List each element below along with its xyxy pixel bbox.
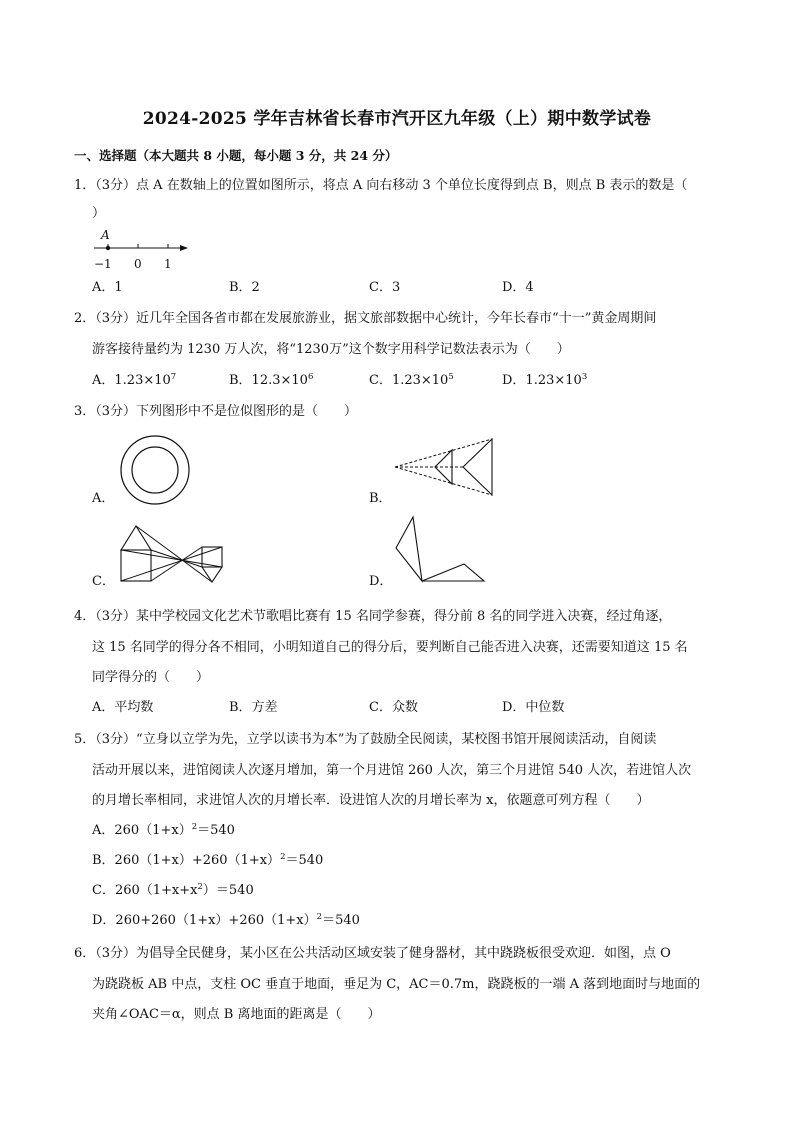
q5-stem-line3: 的月增长率相同，求进馆人次的月增长率．设进馆人次的月增长率为 x，依题意可列方程（ ）	[92, 793, 650, 808]
inner-circle	[132, 447, 178, 493]
outer-circle	[121, 436, 189, 504]
tick-label-0: 0	[134, 257, 142, 271]
number-line-figure	[88, 226, 198, 274]
q5-option-d[interactable]: D．$260+260(1+x)+260(1+x)^2=540$	[92, 912, 360, 928]
large-triangle	[463, 439, 492, 495]
q2-stem-line2: 游客接待量约为 1230 万人次，将“1230万”这个数字用科学记数法表示为（ ）	[92, 342, 570, 357]
q6-stem-line1: 6．（3分）为倡导全民健身，某小区在公共活动区域安装了健身器材，其中跷跷板很受欢迎．如图，点 O	[74, 946, 671, 961]
q1-option-d[interactable]: D．4	[502, 280, 534, 295]
q5-option-b[interactable]: B．$260(1+x)+260(1+x)^2=540$	[92, 852, 324, 868]
q5-stem-line1: 5．（3分）“立身以立学为先，立学以读书为本”为了鼓励全民阅读，某校图书馆开展阅读活动，自阅读	[74, 732, 657, 747]
q4-stem-line3: 同学得分的（ ）	[92, 670, 210, 685]
figure-similar-triangles	[390, 436, 500, 498]
q2-option-d[interactable]: D．$1.23\times 10^3$	[502, 372, 588, 388]
point-a-dot	[106, 246, 110, 250]
q5-option-c[interactable]: C．$260(1+x+x^2)=540$	[92, 882, 254, 898]
q4-option-b[interactable]: B．方差	[229, 700, 278, 715]
q4-option-a[interactable]: A．平均数	[92, 700, 154, 715]
q1-stem-line1: 1．（3分）点 A 在数轴上的位置如图所示，将点 A 向右移动 3 个单位长度得到点 B，则点 B 表示的数是（	[74, 178, 688, 193]
q4-stem-line1: 4．（3分）某中学校园文化艺术节歌唱比赛有 15 名同学参赛，得分前 8 名的同学进入决赛，经过角逐，	[74, 609, 672, 624]
q3-option-a[interactable]: A．	[92, 491, 115, 506]
q1-option-b[interactable]: B．2	[229, 280, 260, 295]
upper-triangle	[396, 517, 422, 581]
q3-option-b[interactable]: B．	[369, 491, 392, 506]
q1-stem-line2: ）	[92, 206, 106, 221]
q3-stem-line1: 3．（3分）下列图形中不是位似图形的是（ ）	[74, 404, 358, 419]
q1-option-a[interactable]: A．1	[92, 280, 123, 295]
page-title: 2024-2025 学年吉林省长春市汽开区九年级（上）期中数学试卷	[142, 109, 652, 129]
q3-option-d[interactable]: D．	[369, 574, 393, 589]
q3-option-c[interactable]: C．	[92, 574, 115, 589]
tick-label-1: 1	[164, 257, 172, 271]
q2-option-b[interactable]: B．$12.3\times 10^6$	[229, 372, 314, 388]
lower-triangle	[422, 564, 484, 581]
q1-option-c[interactable]: C．3	[369, 280, 401, 295]
q2-option-c[interactable]: C．$1.23\times 10^5$	[369, 372, 454, 388]
q6-stem-line3: 夹角∠OAC＝α，则点 B 离地面的距离是（ ）	[92, 1007, 381, 1022]
figure-concentric-circles	[118, 433, 192, 507]
small-roof	[202, 567, 222, 582]
point-a-label: A	[101, 228, 110, 242]
q2-option-a[interactable]: A．$1.23\times 10^7$	[92, 372, 177, 388]
figure-two-triangles	[392, 514, 490, 586]
number-line-arrow	[180, 245, 188, 251]
q5-option-a[interactable]: A．$260(1+x)^2=540$	[92, 822, 235, 838]
q5-stem-line2: 活动开展以来，进馆阅读人次逐月增加，第一个月进馆 260 人次，第三个月进馆 540 人次，若进馆人次	[92, 763, 692, 778]
q2-stem-line1: 2．（3分）近几年全国各省市都在发展旅游业，据文旅部数据中心统计，今年长春市“十一”黄金周期间	[74, 311, 657, 326]
section-heading: 一、选择题（本大题共 8 小题，每小题 3 分，共 24 分）	[74, 148, 398, 163]
q4-stem-line2: 这 15 名同学的得分各不相同，小明知道自己的得分后，要判断自己能否进入决赛，还需要知道这 15 名	[92, 640, 688, 655]
q6-stem-line2: 为跷跷板 AB 中点，支柱 OC 垂直于地面，垂足为 C，AC＝0.7m，跷跷板的一端 A 落到地面时与地面的	[92, 977, 701, 992]
q4-option-c[interactable]: C．众数	[369, 700, 418, 715]
figure-house-shapes	[116, 522, 228, 588]
tick-label-neg1: −1	[94, 257, 112, 271]
large-roof	[121, 526, 151, 550]
q4-option-d[interactable]: D．中位数	[502, 700, 565, 715]
